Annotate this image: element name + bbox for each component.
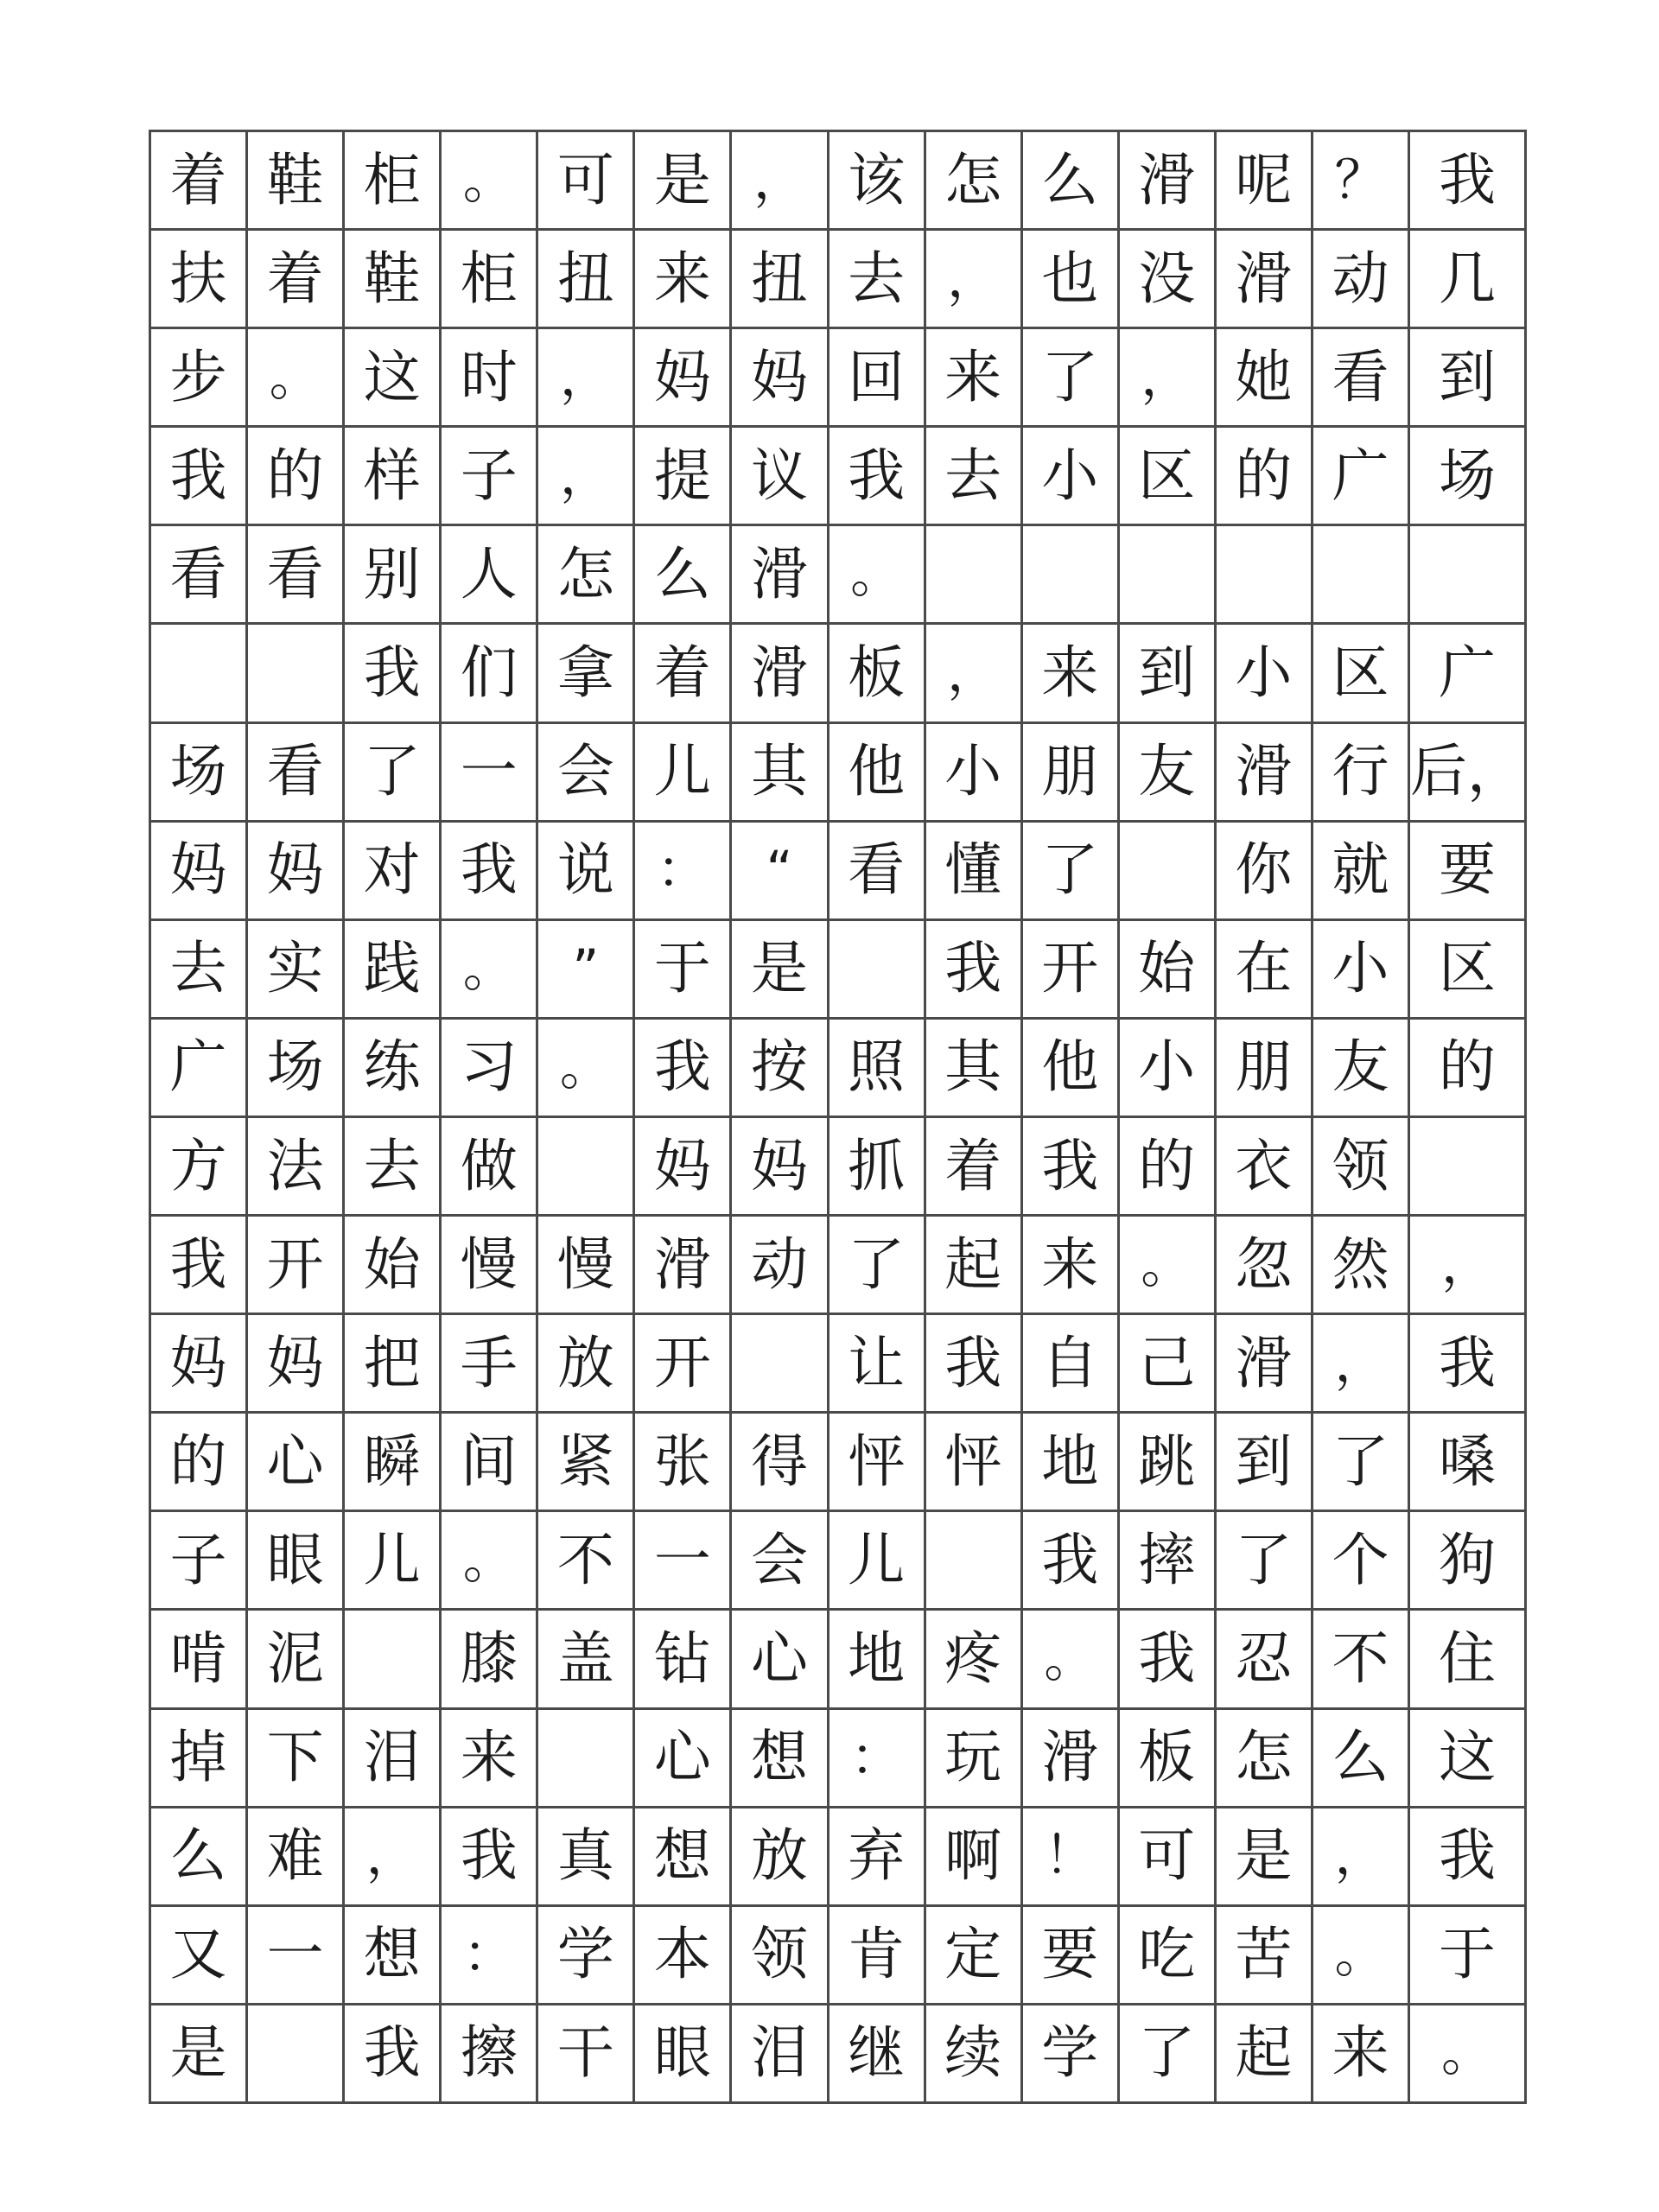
grid-cell: 场 (1410, 428, 1527, 526)
grid-cell: 膝 (442, 1611, 538, 1709)
grid-cell: 己 (1120, 1315, 1217, 1414)
grid-cell: 说 (538, 823, 635, 921)
grid-cell: 去 (151, 921, 248, 1020)
grid-cell: 照 (830, 1020, 926, 1118)
grid-cell: ， (732, 132, 829, 231)
grid-cell: 跳 (1120, 1414, 1217, 1512)
grid-cell: 子 (442, 428, 538, 526)
grid-cell: 我 (151, 428, 248, 526)
grid-cell: 领 (732, 1907, 829, 2005)
grid-cell: 张 (635, 1414, 732, 1512)
grid-cell: 来 (442, 1710, 538, 1808)
grid-cell: 实 (248, 921, 345, 1020)
grid-cell: 疼 (926, 1611, 1023, 1709)
grid-cell: ， (1313, 1808, 1410, 1907)
grid-cell: 么 (1313, 1710, 1410, 1808)
grid-cell: 动 (732, 1217, 829, 1315)
grid-cell: 柜 (345, 132, 442, 231)
grid-cell: 儿 (830, 1512, 926, 1611)
grid-cell: 你 (1217, 823, 1313, 921)
grid-cell: ， (538, 329, 635, 428)
grid-cell: ， (926, 625, 1023, 723)
grid-cell: 么 (151, 1808, 248, 1907)
grid-cell: 了 (1120, 2005, 1217, 2104)
grid-cell: 妈 (248, 1315, 345, 1414)
grid-cell: 学 (538, 1907, 635, 2005)
grid-cell: 方 (151, 1118, 248, 1217)
grid-cell (1120, 823, 1217, 921)
grid-cell: ！ (1023, 1808, 1120, 1907)
grid-cell: 去 (345, 1118, 442, 1217)
grid-cell (1410, 526, 1527, 625)
grid-cell: 了 (345, 724, 442, 823)
grid-cell: 怎 (926, 132, 1023, 231)
grid-cell: 泥 (248, 1611, 345, 1709)
grid-cell: 个 (1313, 1512, 1410, 1611)
grid-cell: 了 (830, 1217, 926, 1315)
grid-cell: 子 (151, 1512, 248, 1611)
grid-cell: ， (1120, 329, 1217, 428)
grid-cell (538, 1710, 635, 1808)
grid-cell: ： (635, 823, 732, 921)
grid-cell: 不 (538, 1512, 635, 1611)
grid-cell: 儿 (635, 724, 732, 823)
grid-cell: 友 (1120, 724, 1217, 823)
grid-cell: 本 (635, 1907, 732, 2005)
grid-cell: 我 (1023, 1118, 1120, 1217)
grid-cell: 啃 (151, 1611, 248, 1709)
grid-cell: 想 (635, 1808, 732, 1907)
grid-cell: 怦 (830, 1414, 926, 1512)
grid-cell: 可 (538, 132, 635, 231)
grid-cell: 可 (1120, 1808, 1217, 1907)
grid-cell (248, 625, 345, 723)
grid-cell: 议 (732, 428, 829, 526)
grid-cell: 按 (732, 1020, 829, 1118)
grid-cell: 他 (830, 724, 926, 823)
grid-cell: 放 (732, 1808, 829, 1907)
grid-cell: “ (732, 823, 829, 921)
grid-cell: 继 (830, 2005, 926, 2104)
grid-cell: 滑 (635, 1217, 732, 1315)
grid-cell: 柜 (442, 231, 538, 329)
grid-cell: 滑 (732, 526, 829, 625)
grid-cell: 几 (1410, 231, 1527, 329)
grid-cell: 我 (830, 428, 926, 526)
grid-cell: 瞬 (345, 1414, 442, 1512)
grid-cell: 是 (1217, 1808, 1313, 1907)
grid-cell (926, 1512, 1023, 1611)
grid-cell: 。 (1313, 1907, 1410, 2005)
grid-cell: 后， (1410, 724, 1527, 823)
grid-cell: 么 (1023, 132, 1120, 231)
grid-cell: 鞋 (345, 231, 442, 329)
grid-cell: 也 (1023, 231, 1120, 329)
grid-cell: 慢 (442, 1217, 538, 1315)
grid-cell: 呢 (1217, 132, 1313, 231)
grid-cell: 时 (442, 329, 538, 428)
grid-cell: 么 (635, 526, 732, 625)
grid-cell: ， (926, 231, 1023, 329)
grid-cell: 滑 (1120, 132, 1217, 231)
grid-cell: 小 (1313, 921, 1410, 1020)
grid-cell: 吃 (1120, 1907, 1217, 2005)
grid-cell: 滑 (1217, 1315, 1313, 1414)
grid-cell: 眼 (248, 1512, 345, 1611)
grid-cell: 小 (1217, 625, 1313, 723)
grid-cell: 抓 (830, 1118, 926, 1217)
grid-cell: 了 (1023, 823, 1120, 921)
grid-cell: 妈 (248, 823, 345, 921)
grid-cell: 了 (1313, 1414, 1410, 1512)
grid-cell (538, 1118, 635, 1217)
grid-cell: 他 (1023, 1020, 1120, 1118)
grid-cell: 步 (151, 329, 248, 428)
grid-cell: 会 (538, 724, 635, 823)
grid-cell: 干 (538, 2005, 635, 2104)
grid-cell: 一 (248, 1907, 345, 2005)
grid-cell: 的 (151, 1414, 248, 1512)
grid-cell: 的 (248, 428, 345, 526)
grid-cell: 习 (442, 1020, 538, 1118)
grid-cell: 怎 (538, 526, 635, 625)
grid-cell: 开 (248, 1217, 345, 1315)
grid-cell: 场 (248, 1020, 345, 1118)
grid-cell: 衣 (1217, 1118, 1313, 1217)
grid-cell (926, 526, 1023, 625)
grid-cell: 样 (345, 428, 442, 526)
grid-cell: 弃 (830, 1808, 926, 1907)
grid-cell: 地 (830, 1611, 926, 1709)
grid-cell: 的 (1410, 1020, 1527, 1118)
grid-cell: 。 (1410, 2005, 1527, 2104)
grid-cell: 肯 (830, 1907, 926, 2005)
grid-cell: 的 (1217, 428, 1313, 526)
grid-cell: 我 (1410, 132, 1527, 231)
grid-cell: 怎 (1217, 1710, 1313, 1808)
grid-cell: 滑 (1217, 231, 1313, 329)
grid-cell: 我 (345, 2005, 442, 2104)
grid-cell: 着 (635, 625, 732, 723)
grid-cell: 其 (926, 1020, 1023, 1118)
grid-cell: 小 (1023, 428, 1120, 526)
grid-cell: 我 (635, 1020, 732, 1118)
grid-cell: 住 (1410, 1611, 1527, 1709)
grid-cell: 。 (830, 526, 926, 625)
grid-cell: 手 (442, 1315, 538, 1414)
grid-cell: 真 (538, 1808, 635, 1907)
grid-cell: 慢 (538, 1217, 635, 1315)
grid-cell: 擦 (442, 2005, 538, 2104)
grid-cell: 妈 (635, 1118, 732, 1217)
essay-grid-sheet (149, 130, 1527, 2104)
grid-cell: 怦 (926, 1414, 1023, 1512)
grid-cell: 又 (151, 1907, 248, 2005)
grid-cell: 领 (1313, 1118, 1410, 1217)
grid-cell: 法 (248, 1118, 345, 1217)
grid-cell: 下 (248, 1710, 345, 1808)
grid-cell: 到 (1217, 1414, 1313, 1512)
grid-cell: 懂 (926, 823, 1023, 921)
grid-cell: 定 (926, 1907, 1023, 2005)
grid-cell: 是 (151, 2005, 248, 2104)
grid-cell: 我 (1410, 1808, 1527, 1907)
grid-cell (151, 625, 248, 723)
grid-cell: 践 (345, 921, 442, 1020)
grid-cell: 。 (1120, 1217, 1217, 1315)
grid-cell: 忽 (1217, 1217, 1313, 1315)
grid-cell: 板 (830, 625, 926, 723)
grid-cell: 泪 (345, 1710, 442, 1808)
grid-cell: 于 (1410, 1907, 1527, 2005)
grid-cell: 我 (926, 921, 1023, 1020)
grid-cell: 一 (442, 724, 538, 823)
grid-cell: 她 (1217, 329, 1313, 428)
grid-cell: ， (1313, 1315, 1410, 1414)
grid-cell: 该 (830, 132, 926, 231)
grid-cell: 这 (345, 329, 442, 428)
grid-cell: 看 (830, 823, 926, 921)
grid-cell: 眼 (635, 2005, 732, 2104)
grid-cell: 地 (1023, 1414, 1120, 1512)
grid-cell: ， (538, 428, 635, 526)
grid-cell: 滑 (732, 625, 829, 723)
grid-cell: 放 (538, 1315, 635, 1414)
grid-cell: 来 (1313, 2005, 1410, 2104)
grid-cell: 续 (926, 2005, 1023, 2104)
grid-cell: 在 (1217, 921, 1313, 1020)
grid-cell: 想 (732, 1710, 829, 1808)
grid-cell: 心 (732, 1611, 829, 1709)
grid-cell: 让 (830, 1315, 926, 1414)
grid-cell: 妈 (635, 329, 732, 428)
grid-cell: 心 (248, 1414, 345, 1512)
grid-cell: 妈 (151, 823, 248, 921)
grid-cell: 开 (1023, 921, 1120, 1020)
grid-cell: 看 (248, 724, 345, 823)
grid-cell: 。 (248, 329, 345, 428)
grid-cell: 到 (1410, 329, 1527, 428)
grid-cell: 去 (830, 231, 926, 329)
grid-cell: 于 (635, 921, 732, 1020)
grid-cell: 别 (345, 526, 442, 625)
grid-cell (830, 921, 926, 1020)
grid-cell: 妈 (732, 329, 829, 428)
grid-cell: 我 (1023, 1512, 1120, 1611)
grid-cell: 。 (1023, 1611, 1120, 1709)
grid-cell: 人 (442, 526, 538, 625)
grid-cell: 区 (1313, 625, 1410, 723)
grid-cell: 我 (345, 625, 442, 723)
grid-cell: 鞋 (248, 132, 345, 231)
grid-cell: 们 (442, 625, 538, 723)
grid-cell: 难 (248, 1808, 345, 1907)
grid-cell: 起 (1217, 2005, 1313, 2104)
grid-cell: ， (1410, 1217, 1527, 1315)
grid-cell: 我 (926, 1315, 1023, 1414)
grid-cell: 回 (830, 329, 926, 428)
grid-cell: 区 (1410, 921, 1527, 1020)
grid-cell: 妈 (732, 1118, 829, 1217)
grid-cell (1410, 1118, 1527, 1217)
grid-cell: 广 (151, 1020, 248, 1118)
grid-cell (1313, 526, 1410, 625)
grid-cell: 起 (926, 1217, 1023, 1315)
grid-cell: 区 (1120, 428, 1217, 526)
grid-cell: 儿 (345, 1512, 442, 1611)
grid-cell: 想 (345, 1907, 442, 2005)
grid-cell: 紧 (538, 1414, 635, 1512)
grid-cell: 朋 (1217, 1020, 1313, 1118)
grid-cell: 练 (345, 1020, 442, 1118)
grid-cell: 动 (1313, 231, 1410, 329)
grid-cell: ： (830, 1710, 926, 1808)
grid-cell: 广 (1313, 428, 1410, 526)
grid-cell: 着 (248, 231, 345, 329)
grid-cell: 会 (732, 1512, 829, 1611)
grid-cell: 友 (1313, 1020, 1410, 1118)
grid-cell: 忍 (1217, 1611, 1313, 1709)
grid-cell: 看 (151, 526, 248, 625)
grid-cell: 提 (635, 428, 732, 526)
grid-cell: 自 (1023, 1315, 1120, 1414)
grid-cell: 把 (345, 1315, 442, 1414)
grid-cell (345, 1611, 442, 1709)
grid-cell: 一 (635, 1512, 732, 1611)
grid-cell: 拿 (538, 625, 635, 723)
grid-cell: 泪 (732, 2005, 829, 2104)
grid-cell: 来 (1023, 1217, 1120, 1315)
grid-cell: 小 (926, 724, 1023, 823)
grid-cell: 场 (151, 724, 248, 823)
grid-cell: 开 (635, 1315, 732, 1414)
grid-cell: 了 (1217, 1512, 1313, 1611)
grid-cell: 是 (732, 921, 829, 1020)
grid-cell: 来 (926, 329, 1023, 428)
grid-cell: 做 (442, 1118, 538, 1217)
grid-cell: 。 (442, 921, 538, 1020)
grid-cell: 间 (442, 1414, 538, 1512)
grid-cell (248, 2005, 345, 2104)
grid-cell: 去 (926, 428, 1023, 526)
grid-cell: 扭 (538, 231, 635, 329)
grid-cell: 就 (1313, 823, 1410, 921)
grid-cell: 苦 (1217, 1907, 1313, 2005)
grid-cell: 玩 (926, 1710, 1023, 1808)
grid-cell: 的 (1120, 1118, 1217, 1217)
grid-cell: 行 (1313, 724, 1410, 823)
grid-cell: 我 (151, 1217, 248, 1315)
grid-cell: 始 (345, 1217, 442, 1315)
grid-cell: 要 (1410, 823, 1527, 921)
grid-cell: 扶 (151, 231, 248, 329)
grid-cell: 广 (1410, 625, 1527, 723)
grid-cell: 钻 (635, 1611, 732, 1709)
grid-cell: 掉 (151, 1710, 248, 1808)
grid-cell: 妈 (151, 1315, 248, 1414)
grid-cell: 心 (635, 1710, 732, 1808)
grid-cell: 到 (1120, 625, 1217, 723)
grid-cell: 是 (635, 132, 732, 231)
grid-cell: 来 (1023, 625, 1120, 723)
grid-cell: 扭 (732, 231, 829, 329)
grid-cell: 看 (248, 526, 345, 625)
grid-cell (1217, 526, 1313, 625)
grid-cell: 小 (1120, 1020, 1217, 1118)
grid-cell: 我 (442, 1808, 538, 1907)
grid-cell: ” (538, 921, 635, 1020)
grid-cell: 着 (151, 132, 248, 231)
grid-cell: 对 (345, 823, 442, 921)
grid-cell: 盖 (538, 1611, 635, 1709)
grid-cell: ， (345, 1808, 442, 1907)
grid-cell: 我 (1120, 1611, 1217, 1709)
grid-cell: 然 (1313, 1217, 1410, 1315)
grid-cell: 我 (1410, 1315, 1527, 1414)
grid-cell: 。 (538, 1020, 635, 1118)
grid-cell: 。 (442, 1512, 538, 1611)
grid-cell: 看 (1313, 329, 1410, 428)
grid-cell: 要 (1023, 1907, 1120, 2005)
grid-cell: 摔 (1120, 1512, 1217, 1611)
grid-cell: 其 (732, 724, 829, 823)
grid-cell: 着 (926, 1118, 1023, 1217)
grid-cell: 这 (1410, 1710, 1527, 1808)
grid-cell: 啊 (926, 1808, 1023, 1907)
grid-cell: 来 (635, 231, 732, 329)
grid-cell: ： (442, 1907, 538, 2005)
grid-cell: 朋 (1023, 724, 1120, 823)
grid-cell: 了 (1023, 329, 1120, 428)
grid-cell: ？ (1313, 132, 1410, 231)
grid-cell: 滑 (1023, 1710, 1120, 1808)
grid-cell: 得 (732, 1414, 829, 1512)
grid-cell: 。 (442, 132, 538, 231)
grid-cell: 学 (1023, 2005, 1120, 2104)
grid-cell: 始 (1120, 921, 1217, 1020)
grid-cell (1023, 526, 1120, 625)
grid-cell: 狗 (1410, 1512, 1527, 1611)
grid-cell: 没 (1120, 231, 1217, 329)
grid-cell: 不 (1313, 1611, 1410, 1709)
grid-cell: 板 (1120, 1710, 1217, 1808)
grid-cell: 我 (442, 823, 538, 921)
grid-cell (732, 1315, 829, 1414)
grid-cell: 嗓 (1410, 1414, 1527, 1512)
grid-cell (1120, 526, 1217, 625)
grid-cell: 滑 (1217, 724, 1313, 823)
